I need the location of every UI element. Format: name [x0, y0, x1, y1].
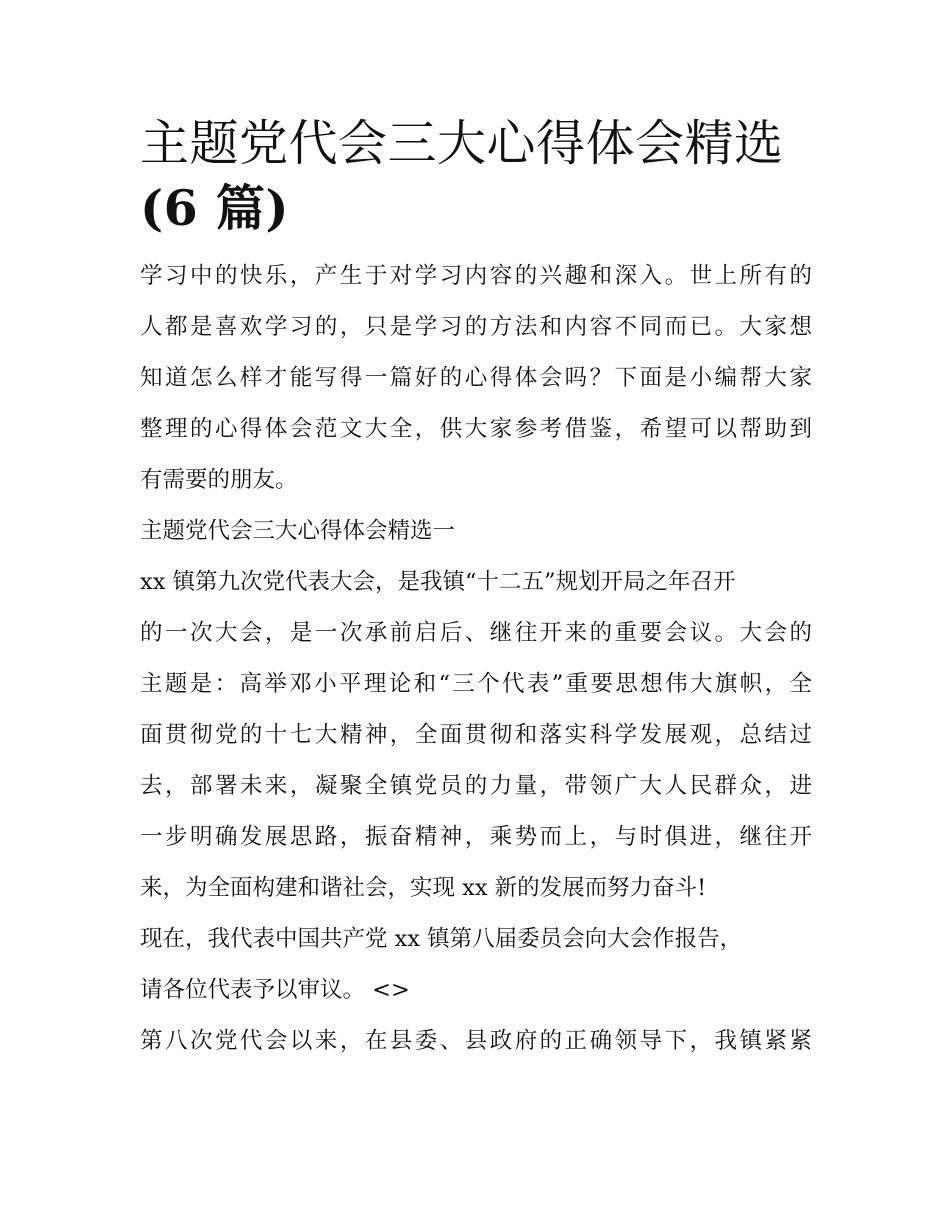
text-line: 一步明确发展思路，振奋精神，乘势而上，与时俱进，继往开 — [140, 824, 812, 850]
text-line: 整理的心得体会范文大全，供大家参考借鉴，希望可以帮助到 — [140, 416, 812, 442]
text-line: 现在，我代表中国共产党 xx 镇第八届委员会向大会作报告， — [140, 926, 743, 952]
document-body — [140, 261, 812, 1077]
text-line: xx 镇第九次党代表大会，是我镇“十二五”规划开局之年召开 — [140, 569, 736, 595]
document-title — [140, 112, 812, 240]
text-line: 有需要的朋友。 — [140, 467, 298, 493]
text-line: 来，为全面构建和谐社会，实现 xx 新的发展而努力奋斗! — [140, 875, 707, 901]
text-line: 第八次党代会以来，在县委、县政府的正确领导下，我镇紧紧 — [140, 1028, 812, 1054]
text-line: 学习中的快乐，产生于对学习内容的兴趣和深入。世上所有的 — [140, 263, 812, 289]
title-line-2: (6 篇) — [140, 179, 290, 237]
text-line: 去，部署未来，凝聚全镇党员的力量，带领广大人民群众，进 — [140, 773, 812, 799]
text-line: 人都是喜欢学习的，只是学习的方法和内容不同而已。大家想 — [140, 314, 812, 340]
text-line: 面贯彻党的十七大精神，全面贯彻和落实科学发展观，总结过 — [140, 722, 812, 748]
text-line: 主题是：高举邓小平理论和“三个代表”重要思想伟大旗帜，全 — [140, 671, 812, 697]
title-line-1: 主题党代会三大心得体会精选 — [140, 115, 784, 172]
document-page — [140, 112, 812, 1077]
text-line: 主题党代会三大心得体会精选一 — [140, 518, 456, 544]
text-line: 知道怎么样才能写得一篇好的心得体会吗？下面是小编帮大家 — [140, 365, 812, 391]
text-line: 的一次大会，是一次承前启后、继往开来的重要会议。大会的 — [140, 620, 812, 646]
text-line: 请各位代表予以审议。 <> — [140, 977, 410, 1003]
